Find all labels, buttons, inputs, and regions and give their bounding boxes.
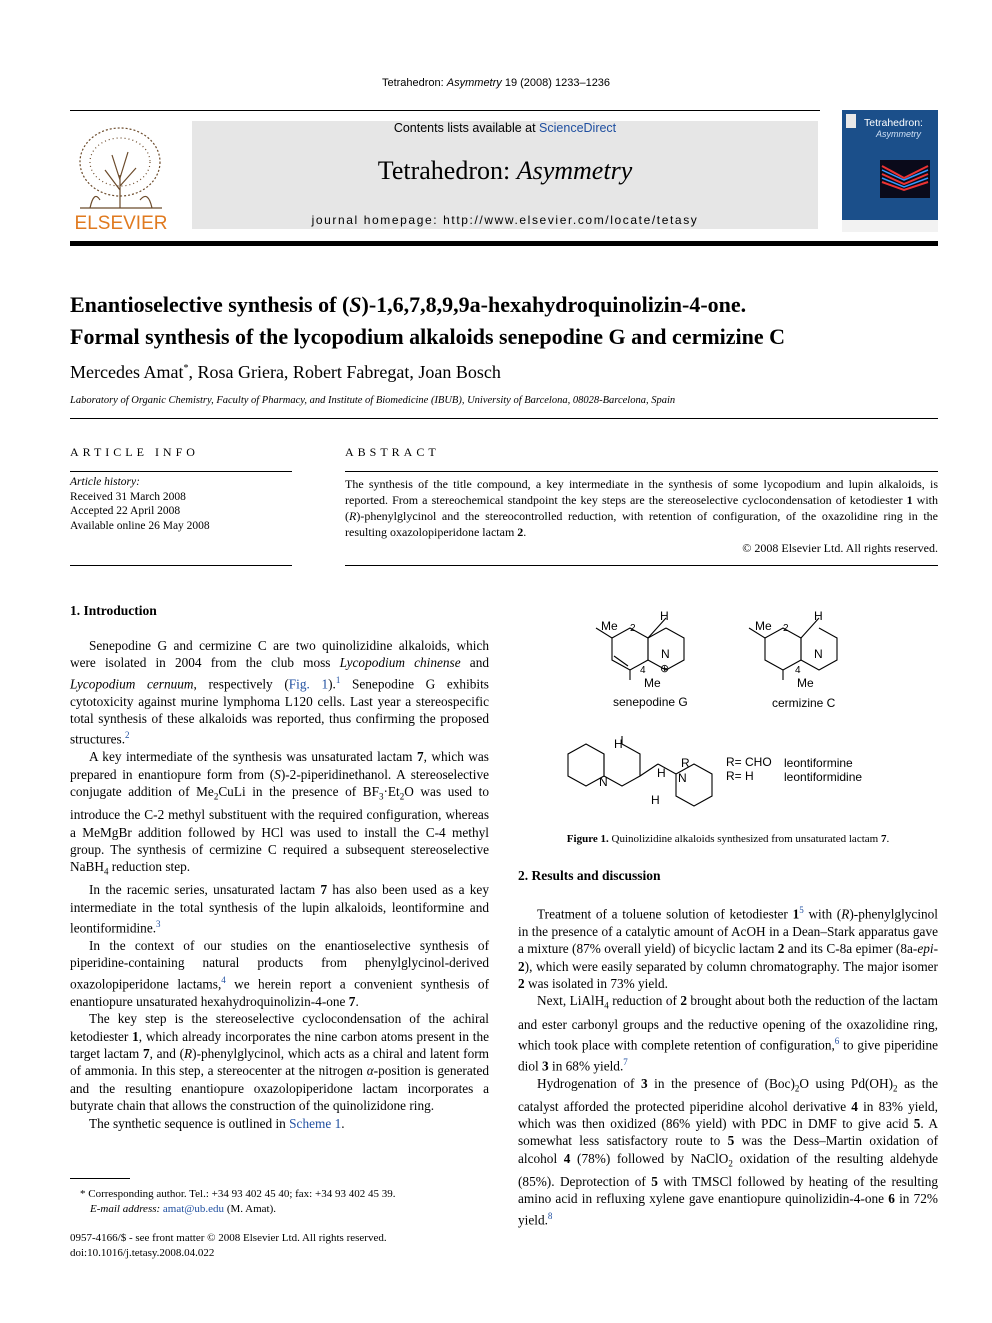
intro-heading: 1. Introduction xyxy=(70,603,157,618)
affiliation: Laboratory of Organic Chemistry, Faculty of Pharmacy, and Institute of Biomedicine (IBUB), University of Barcelona, 08028-Barcelona, Spain xyxy=(70,395,676,406)
senepodine-label: senepodine G xyxy=(613,695,688,709)
me-label-1: Me xyxy=(601,619,618,633)
footnote-rule xyxy=(70,1178,130,1179)
copyright-line: © 2008 Elsevier Ltd. All rights reserved. xyxy=(742,541,938,555)
footnotes: * Corresponding author. Tel.: +34 93 402 45 40; fax: +34 93 402 45 39. E-mail address: amat@ub.edu (M. Amat). xyxy=(80,1188,396,1215)
elsevier-wordmark: ELSEVIER xyxy=(74,213,168,232)
fig1-link[interactable]: Fig. 1 xyxy=(288,676,329,692)
locant-2-a: 2 xyxy=(630,623,636,634)
n-label-4: N xyxy=(678,771,687,785)
n-label-2: N xyxy=(814,647,823,661)
article-info-rule xyxy=(70,471,292,472)
h-label-1: H xyxy=(660,609,669,623)
article-title: Enantioselective synthesis of (S)-1,6,7,8,9,9a-hexahydroquinolizin-4-one. Formal synthesis of the lycopodium alkaloids senepodine G and cermizine C xyxy=(70,292,786,349)
me-label-2: Me xyxy=(644,676,661,690)
journal-reference: Tetrahedron: Asymmetry 19 (2008) 1233–1236 xyxy=(381,77,611,89)
r-label: R xyxy=(681,756,690,770)
locant-2-b: 2 xyxy=(783,623,789,634)
h-label-3: H xyxy=(614,737,623,751)
locant-4-a: 4 xyxy=(640,665,646,676)
abstract-rule xyxy=(345,471,938,472)
article-info-heading: ARTICLE INFO xyxy=(70,445,199,459)
cover-subtitle: Asymmetry xyxy=(876,129,921,139)
me-label-3: Me xyxy=(755,619,772,633)
locant-4-b: 4 xyxy=(795,665,801,676)
issn-doi: 0957-4166/$ - see front matter © 2008 Elsevier Ltd. All rights reserved. doi:10.1016/j.tetasy.2008.04.022 xyxy=(70,1232,387,1259)
email-link[interactable]: amat@ub.edu xyxy=(162,1202,225,1215)
article-info-bottom-rule xyxy=(70,565,292,566)
results-heading: 2. Results and discussion xyxy=(518,868,661,883)
n-label-3: N xyxy=(599,775,608,789)
h-label-2: H xyxy=(814,609,823,623)
author-list: Mercedes Amat*, Rosa Griera, Robert Fabregat, Joan Bosch xyxy=(70,362,501,382)
cover-title: Tetrahedron: xyxy=(864,117,923,129)
elsevier-logo[interactable] xyxy=(70,120,172,232)
abstract-bottom-rule xyxy=(345,565,938,566)
figure-1-caption: Figure 1. Quinolizidine alkaloids synthesized from unsaturated lactam 7. xyxy=(566,833,890,845)
journal-cover[interactable] xyxy=(842,110,938,232)
title-rule xyxy=(70,418,938,419)
r-h-label: R= H xyxy=(726,769,754,783)
scheme1-link[interactable]: Scheme 1 xyxy=(289,1115,342,1131)
abstract-text: The synthesis of the title compound, a key intermediate in the synthesis of some lycopodium and lupin alkaloids, is reported. From a stereochemical standpoint the key steps are the stereoselective cyclocondensation of ketodiester 1 with (R)-phenylglycinol and the stereocontrolled reduction, with retention of configuration, of the oxazolidine ring in the resulting oxazolopiperidone lactam 2. © 2008 Elsevier Ltd. All rights reserved. xyxy=(345,477,938,555)
me-label-4: Me xyxy=(797,676,814,690)
sciencedirect-link[interactable]: ScienceDirect xyxy=(539,121,617,135)
plus-label: ⊕ xyxy=(660,663,670,675)
leontiformine-label: leontiformine xyxy=(784,756,853,770)
header-thick-rule xyxy=(70,241,938,246)
figure-1 xyxy=(518,604,938,829)
leontiformidine-label: leontiformidine xyxy=(784,770,863,784)
h-label-5: H xyxy=(651,793,660,807)
abstract-heading: ABSTRACT xyxy=(345,445,440,459)
journal-title: Tetrahedron: Asymmetry xyxy=(377,156,633,185)
contents-line: Contents lists available at ScienceDirect xyxy=(393,121,617,135)
h-label-4: H xyxy=(657,766,666,780)
article-history: Article history: Received 31 March 2008 Accepted 22 April 2008 Available online 26 May 2008 xyxy=(70,476,210,532)
results-body: Treatment of a toluene solution of ketodiester 1$^5$ with (R)-phenylglycinol in the presence of a catalytic amount of AcOH in a Dean–Stark apparatus gave a mixture (87% overall yield) of bicyclic lactam 2 and its C-8a epimer (8a-epi-2), which were easily separated by column chromatography. The major isomer 2 was isolated in 73% yield. Next, LiAlH$_4$ reduction of 2 brought about both the reduction of the lactam and ester carbonyl groups and the reductive opening of the oxazolidine ring, which took place with complete retention of configuration,$^6$ to give piperidine diol 3 in 68% yield.$^7$ Hydrogenation of 3 in the presence of $(Boc)_2O$ using $Pd(OH)_2$ as the catalyst afforded the protected piperidine alcohol derivative 4 in 83% yield, which was then oxidized (86% yield) with PDC in DMF to give acid 5. A somewhat less satisfactory route to 5 was the Dess–Martin oxidation of alcohol 4 (78%) followed by NaClO$_2$ oxidation of the resulting aldehyde (85%). Deprotection of 5 with TMSCl followed by heating of the resulting amino acid in refluxing xylene gave enantiopure quinolizidin-4-one 6 in 72% yield.$^8$ xyxy=(518,905,939,1228)
intro-body: Senepodine G and cermizine C are two quinolizidine alkaloids, which were isolated in 2004 from the club moss Lycopodium chinense and Lycopodium cernuum, respectively (Fig. 1).$^1$ Senepodine G exhibits cytotoxicity against murine lymphoma L120 cells. Last year a stereospecific total synthesis of these alkaloids was reported, thus confirming the proposed structures.$^2$ A key intermediate of the synthesis was unsaturated lactam 7, which was prepared in enantiopure form from (S)-2-piperidinethanol. A stereoselective conjugate addition of $Me_2CuLi$ in the presence of $BF_3\cdot Et_2O$ was used to introduce the C-2 methyl substituent with the required configuration, whereas a MeMgBr addition followed by HCl was used to install the C-4 methyl group. The synthesis of cermizine C required a subsequent stereoselective NaBH$_4$ reduction step. In the racemic series, unsaturated lactam 7 has also been used as a key intermediate in the total synthesis of the lupin alkaloids, leontiformine and leontiformidine.$^3$ In the context of our studies on the enantioselective synthesis of piperidine-containing natural products from phenylglycinol-derived oxazolopiperidone lactams,$^4$ we herein report a convenient synthesis of enantiopure unsaturated hexahydroquinolizin-4-one 7. The key step is the stereoselective cyclocondensation of the achiral ketodiester 1, which already incorporates the nine carbon atoms present in the target lactam 7, and (R)-phenylglycinol, which acts as a chiral and latent form of ammonia. In this step, a stereocenter at the nitrogen α-position is generated and the resulting enantiopure oxazolopiperidone lactam incorporates a butyrate chain that allows the construction of the quinolizidone ring. The synthetic sequence is outlined in Scheme 1. xyxy=(70,638,489,1131)
cermizine-label: cermizine C xyxy=(772,696,836,710)
corresponding-mark[interactable]: * xyxy=(183,363,189,374)
n-label-1: N xyxy=(661,647,670,661)
journal-homepage[interactable]: journal homepage: http://www.elsevier.com/locate/tetasy xyxy=(311,213,699,227)
header-rule xyxy=(70,110,820,111)
r-cho-label: R= CHO xyxy=(726,755,772,769)
